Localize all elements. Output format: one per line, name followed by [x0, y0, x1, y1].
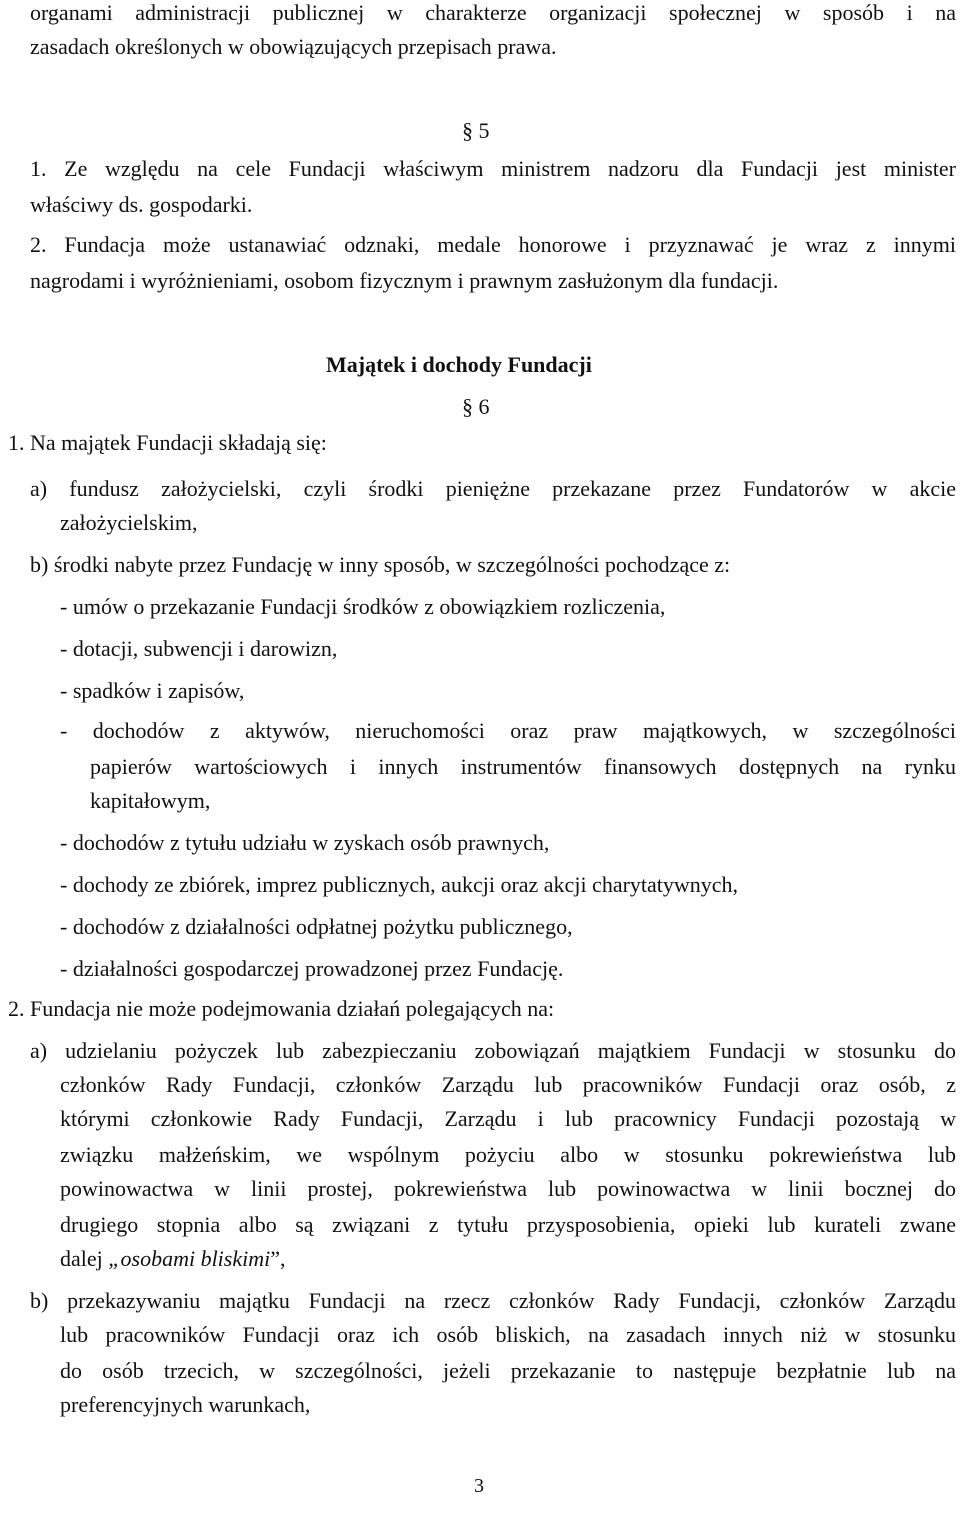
- text-segment: ”,: [270, 1246, 286, 1271]
- list-item: - działalności gospodarczej prowadzonej przez Fundację.: [60, 956, 564, 981]
- text-line: a) fundusz założycielski, czyli środki pieniężne przekazane przez Fundatorów w akcie: [30, 476, 956, 501]
- text-line: 1. Ze względu na cele Fundacji właściwym ministrem nadzoru dla Fundacji jest minister: [30, 156, 956, 181]
- text-line: papierów wartościowych i innych instrumentów finansowych dostępnych na rynku: [90, 754, 956, 779]
- section-heading: § 6: [462, 394, 490, 419]
- page-number: 3: [474, 1475, 484, 1497]
- text-line: 2. Fundacja może ustanawiać odznaki, medale honorowe i przyznawać je wraz z innymi: [30, 232, 956, 257]
- text-line: lub pracowników Fundacji oraz ich osób bliskich, na zasadach innych niż w stosunku: [60, 1322, 956, 1347]
- text-line: [60, 1246, 286, 1272]
- list-item: - dochodów z aktywów, nieruchomości oraz praw majątkowych, w szczególności: [60, 718, 956, 743]
- text-line: a) udzielaniu pożyczek lub zabezpieczaniu zobowiązań majątkiem Fundacji w stosunku do: [30, 1038, 956, 1063]
- text-line: do osób trzecich, w szczególności, jeżeli przekazanie to następuje bezpłatnie lub na: [60, 1358, 956, 1383]
- text-line: b) środki nabyte przez Fundację w inny sposób, w szczególności pochodzące z:: [30, 552, 731, 577]
- list-item: - dotacji, subwencji i darowizn,: [60, 636, 338, 661]
- text-line: zasadach określonych w obowiązujących przepisach prawa.: [30, 34, 557, 59]
- text-line: powinowactwa w linii prostej, pokrewieństwa lub powinowactwa w linii bocznej do: [60, 1176, 956, 1201]
- text-line: 2. Fundacja nie może podejmowania działań polegających na:: [8, 996, 555, 1021]
- text-line: którymi członkowie Rady Fundacji, Zarządu i lub pracownicy Fundacji pozostają w: [60, 1106, 956, 1131]
- list-item: - dochody ze zbiórek, imprez publicznych, aukcji oraz akcji charytatywnych,: [60, 872, 739, 897]
- text-line: właściwy ds. gospodarki.: [30, 192, 253, 217]
- text-line: organami administracji publicznej w charakterze organizacji społecznej w sposób i na: [30, 0, 956, 25]
- list-item: - umów o przekazanie Fundacji środków z obowiązkiem rozliczenia,: [60, 594, 666, 619]
- text-line: związku małżeńskim, we wspólnym pożyciu albo w stosunku pokrewieństwa lub: [60, 1142, 956, 1167]
- text-line: kapitałowym,: [90, 788, 211, 813]
- text-line: drugiego stopnia albo są związani z tytułu przysposobienia, opieki lub kurateli zwane: [60, 1212, 956, 1237]
- text-line: b) przekazywaniu majątku Fundacji na rzecz członków Rady Fundacji, członków Zarządu: [30, 1288, 956, 1313]
- list-item: - dochodów z tytułu udziału w zyskach osób prawnych,: [60, 830, 550, 855]
- chapter-title: Majątek i dochody Fundacji: [326, 352, 592, 377]
- text-line: nagrodami i wyróżnieniami, osobom fizycznym i prawnym zasłużonym dla fundacji.: [30, 268, 779, 293]
- text-line: członków Rady Fundacji, członków Zarządu lub pracowników Fundacji oraz osób, z: [60, 1072, 956, 1097]
- list-item: - spadków i zapisów,: [60, 678, 245, 703]
- list-item: - dochodów z działalności odpłatnej pożytku publicznego,: [60, 914, 573, 939]
- text-line: preferencyjnych warunkach,: [60, 1392, 311, 1417]
- text-line: 1. Na majątek Fundacji składają się:: [8, 430, 327, 455]
- defined-term: „osobami bliskimi: [108, 1246, 271, 1271]
- text-segment: dalej: [60, 1246, 109, 1271]
- text-line: założycielskim,: [60, 510, 198, 535]
- section-heading: § 5: [462, 118, 490, 143]
